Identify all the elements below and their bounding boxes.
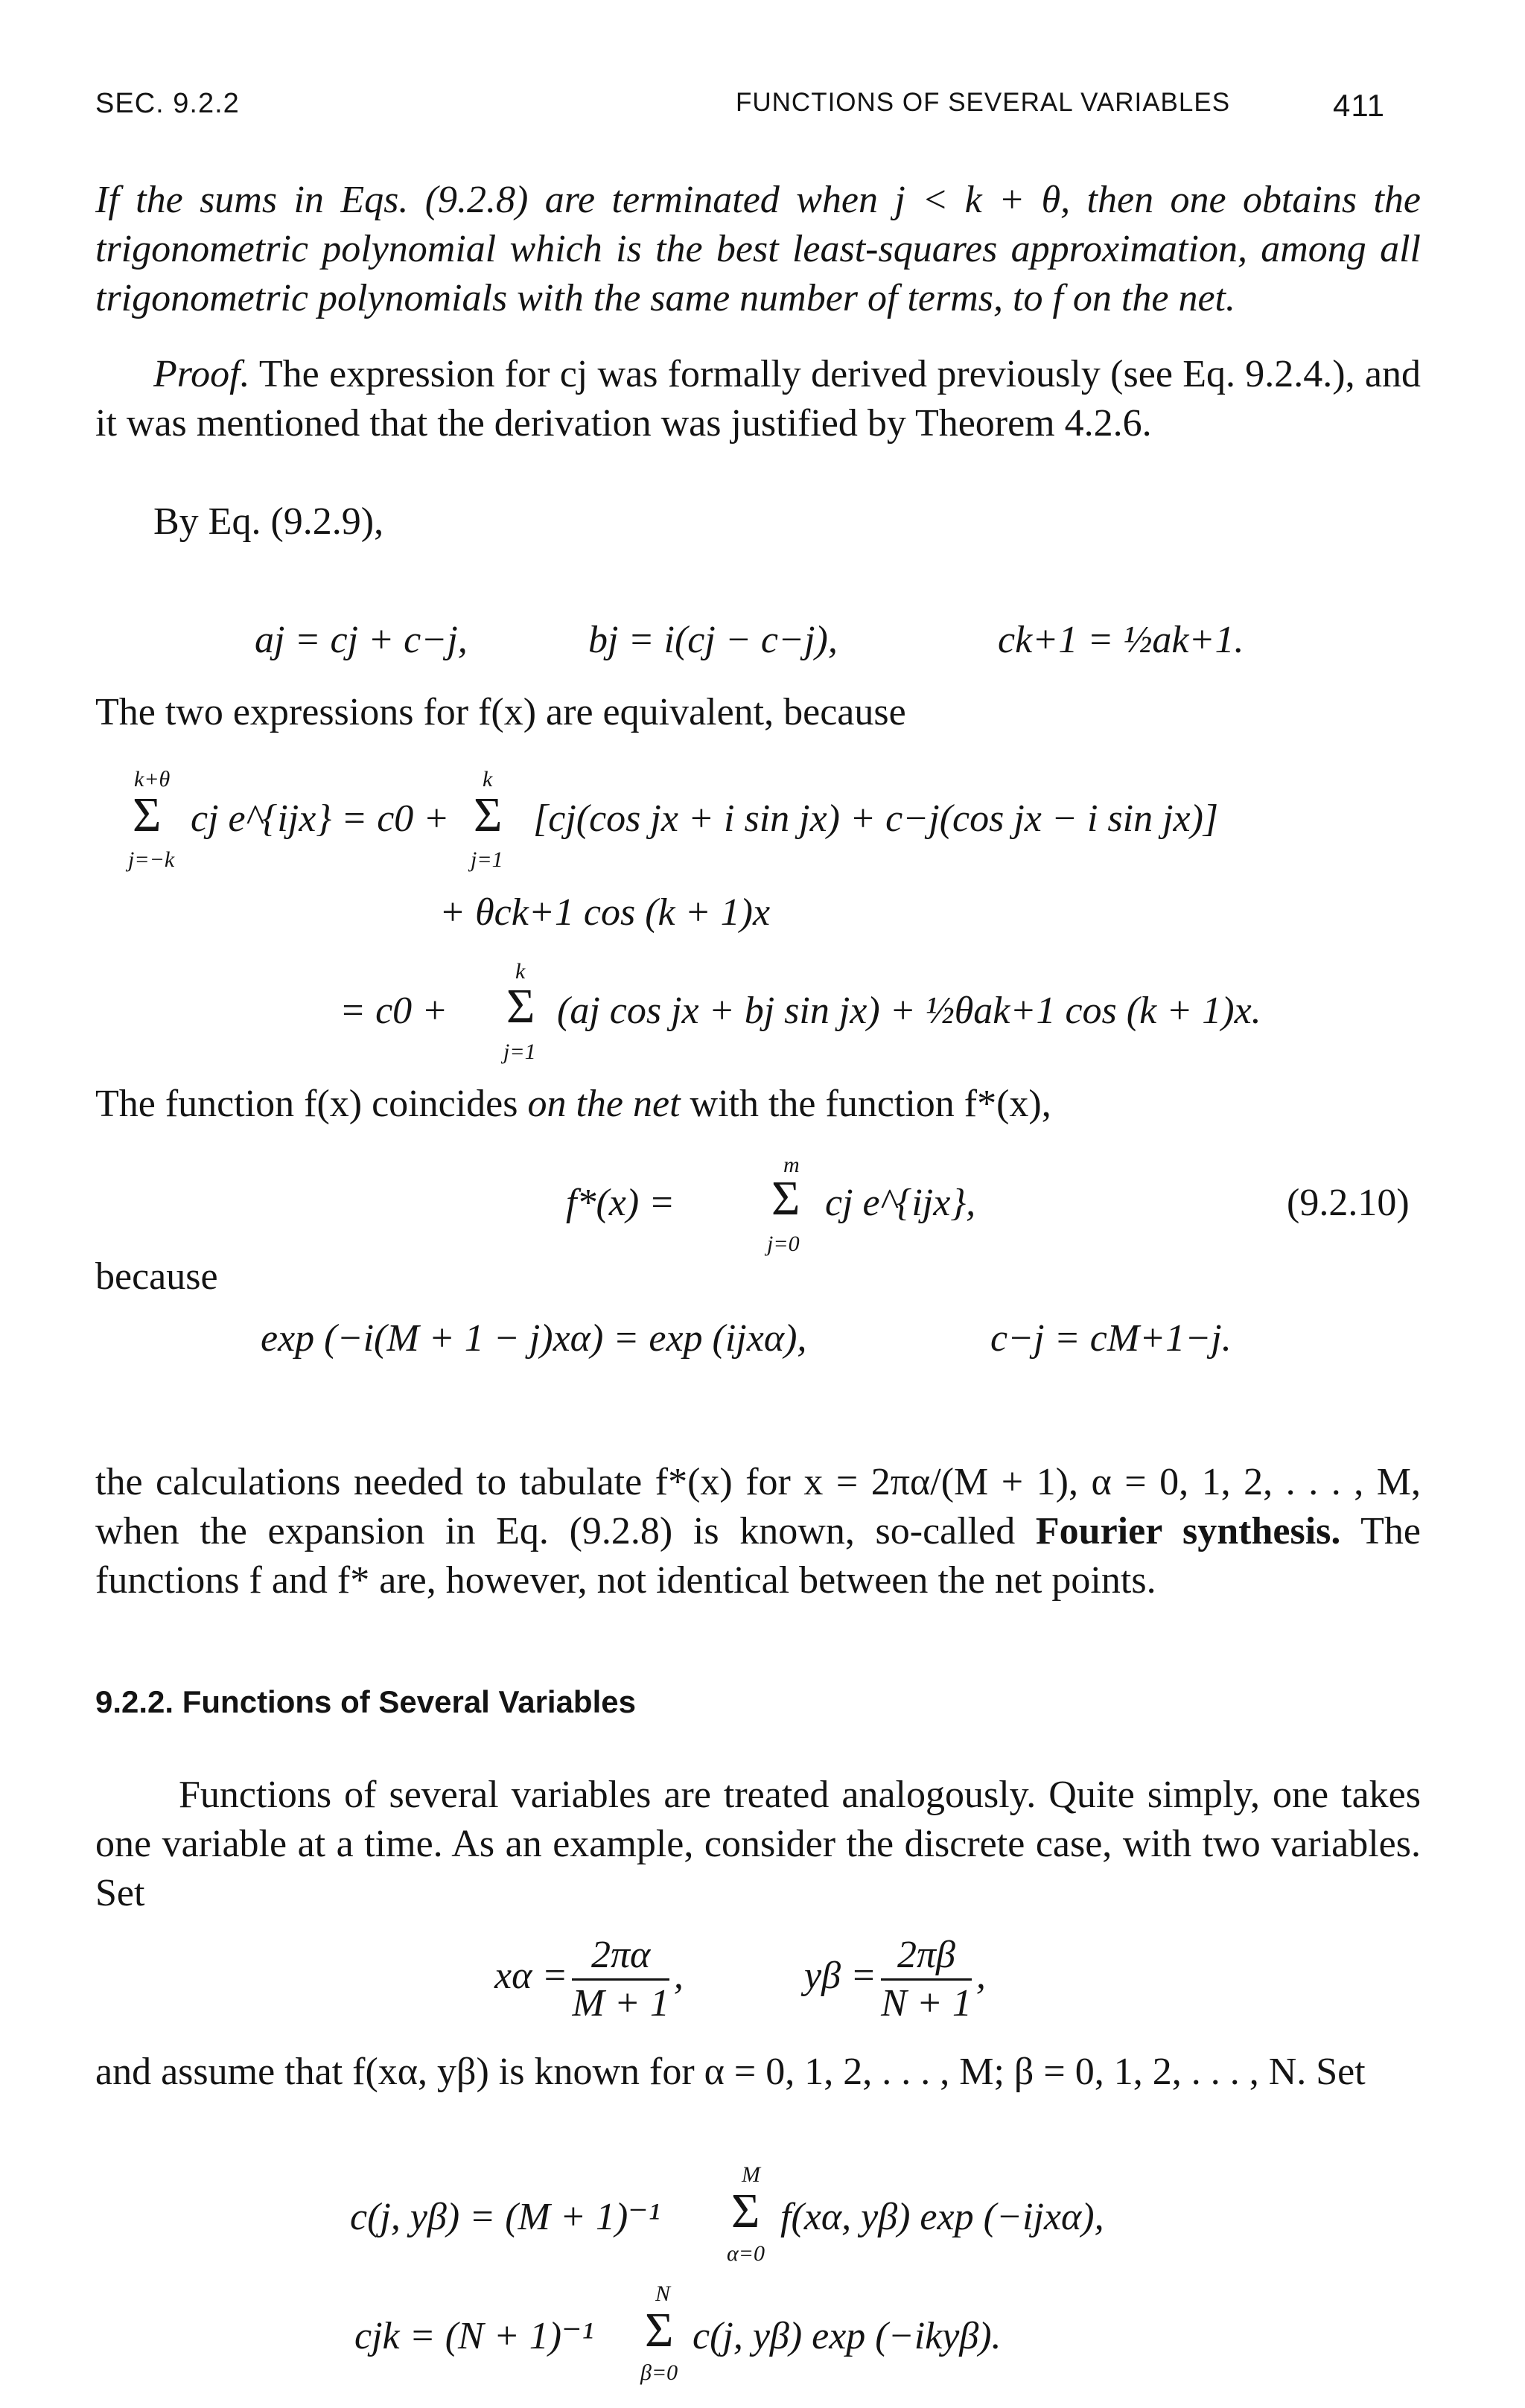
y-beta-lhs: yβ = [804, 1955, 877, 1997]
sum-eq-line1-left: cj e^{ijx} = c0 + [191, 797, 450, 840]
c-eq2-left: cjk = (N + 1)⁻¹ [354, 2315, 594, 2357]
sigma-symbol: Σ [133, 788, 162, 842]
c-eq1-limit-bottom: α=0 [727, 2241, 765, 2266]
equation-number: (9.2.10) [1287, 1182, 1410, 1224]
sigma-symbol: Σ [474, 788, 503, 842]
y-beta-fraction [881, 1932, 972, 2027]
eq-b-coeff: bj = i(cj − c−j), [588, 619, 838, 661]
sum-limit-bottom-2: j=1 [471, 847, 503, 872]
by-eq-line: By Eq. (9.2.9), [153, 500, 384, 543]
sum-eq-line1-right: [cj(cos jx + i sin jx) + c−j(cos jx − i sin jx)] [533, 797, 1219, 840]
calculations-paragraph [95, 1458, 1421, 1605]
fstar-limit-top: m [783, 1153, 800, 1177]
proof-label: Proof. [153, 353, 250, 395]
fstar-eq-left: f*(x) = [566, 1182, 675, 1224]
fstar-eq-right: cj e^{ijx}, [825, 1182, 976, 1224]
sum-limit-top-2: k [483, 767, 493, 791]
fourier-synthesis-term: Fourier synthesis. [1035, 1510, 1341, 1552]
calc-pre: the calculations needed to tabulate f*(x) for x = 2πα/(M + 1), α = 0, 1, 2, . . . , M, when the expansion in Eq. (9.2.8) is known, so-called [95, 1461, 1421, 1552]
header-running-title: FUNCTIONS OF SEVERAL VARIABLES [736, 88, 1231, 117]
coincides-line [95, 1080, 1421, 1129]
x-alpha-eq: xα = $\frac{2\pi\alpha}{M + 1}$ , [494, 1930, 684, 2027]
sigma-symbol: Σ [771, 1171, 800, 1226]
calc-post: The functions f and f* are, however, not identical between the net points. [95, 1510, 1421, 1602]
c-eq1-right: f(xα, yβ) exp (−ijxα), [780, 2196, 1104, 2238]
coincides-pre: The function f(x) coincides [95, 1083, 528, 1125]
eq-c-coeff: ck+1 = ½ak+1. [998, 619, 1244, 661]
y-beta-numerator: 2πβ [881, 1932, 972, 1981]
x-alpha-numerator: 2πα [572, 1932, 669, 1981]
sigma-symbol: Σ [506, 979, 535, 1033]
c-eq2-limit-top: N [655, 2281, 671, 2306]
two-expressions-line: The two expressions for f(x) are equivalent, because [95, 691, 906, 733]
page-number: 411 [1333, 88, 1385, 123]
c-eq1-left: c(j, yβ) = (M + 1)⁻¹ [350, 2196, 660, 2238]
sum-eq-line3-left: = c0 + [340, 990, 448, 1032]
x-alpha-lhs: xα = [494, 1955, 568, 1997]
several-variables-paragraph: Functions of several variables are treated analogously. Quite simply, one takes one variable at a time. As an example, consider the discrete case, with two variables. Set [95, 1774, 1421, 1914]
sigma-symbol: Σ [731, 2184, 760, 2238]
fstar-limit-bottom: j=0 [767, 1232, 800, 1256]
x-alpha-denominator: M + 1 [572, 1981, 669, 2025]
proof-paragraph [95, 350, 1421, 448]
exp-eq-left: exp (−i(M + 1 − j)xα) = exp (ijxα), [261, 1317, 807, 1360]
because-line: because [95, 1255, 218, 1298]
sigma-symbol: Σ [645, 2303, 674, 2357]
c-eq1-limit-top: M [742, 2162, 760, 2187]
assume-paragraph: and assume that f(xα, yβ) is known for α = 0, 1, 2, . . . , M; β = 0, 1, 2, . . . , N. Set [95, 2051, 1366, 2093]
sum-limit-bottom-3: j=1 [503, 1039, 536, 1064]
eq-a-coeff: aj = cj + c−j, [255, 619, 468, 661]
c-eq2-limit-bottom: β=0 [640, 2360, 678, 2385]
section-heading: 9.2.2. Functions of Several Variables [95, 1684, 636, 1719]
y-beta-denominator: N + 1 [881, 1981, 972, 2025]
y-beta-eq: yβ = $\frac{2\pi\beta}{N + 1}$ , [804, 1930, 986, 2027]
sum-eq-line2: + θck+1 cos (k + 1)x [439, 891, 771, 934]
proof-text: The expression for cj was formally derived previously (see Eq. 9.2.4.), and it was mentioned that the derivation was justified by Theorem 4.2.6. [95, 353, 1421, 445]
sum-limit-top-3: k [515, 959, 526, 984]
coincides-post: with the function f*(x), [680, 1083, 1051, 1125]
sum-limit-bottom-1: j=−k [128, 847, 175, 872]
theorem-tail: If the sums in Eqs. (9.2.8) are terminated when j < k + θ, then one obtains the trigonometric polynomial which is the best least-squares approximation, among all trigonometric polynomials with the same number of terms, to f on the net. [95, 179, 1421, 319]
header-section: SEC. 9.2.2 [95, 88, 240, 119]
sum-limit-top-1: k+θ [134, 767, 171, 791]
sum-eq-line3-right: (aj cos jx + bj sin jx) + ½θak+1 cos (k + 1)x. [557, 990, 1261, 1032]
exp-eq-right: c−j = cM+1−j. [990, 1317, 1232, 1360]
coincides-emphasis: on the net [527, 1083, 681, 1125]
c-eq2-right: c(j, yβ) exp (−ikyβ). [693, 2315, 1002, 2357]
x-alpha-fraction [572, 1932, 669, 2027]
